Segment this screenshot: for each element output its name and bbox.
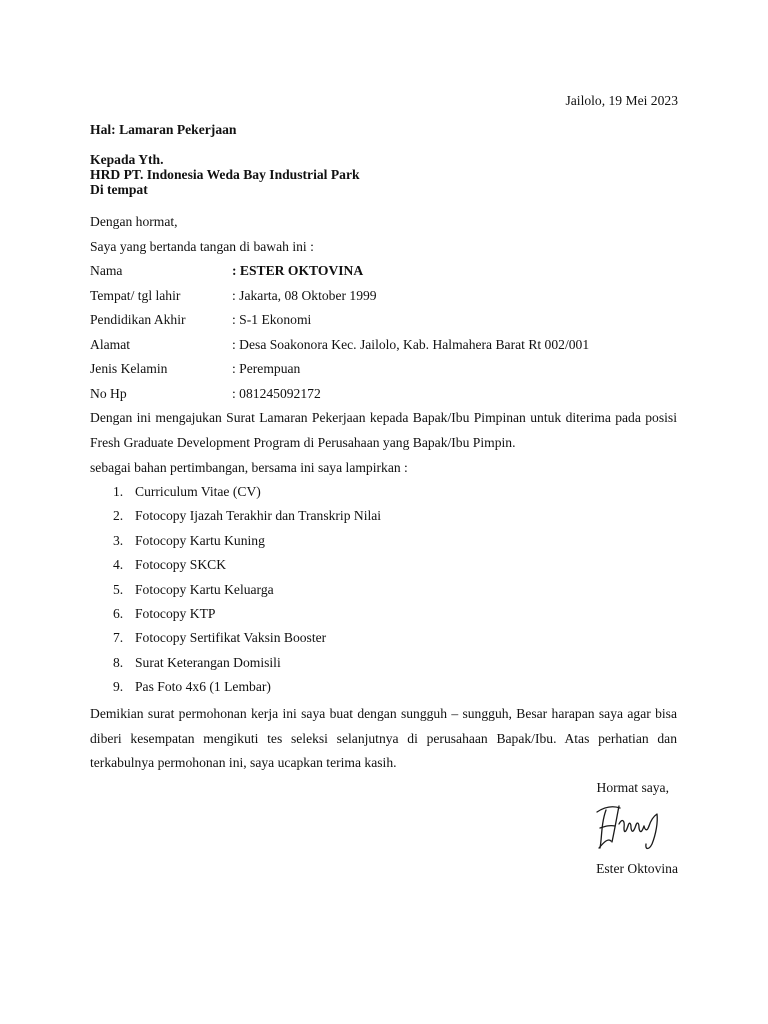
field-label-education: Pendidikan Akhir <box>90 312 186 327</box>
attachment-number: 3. <box>113 533 124 548</box>
attachment-number: 1. <box>113 484 124 499</box>
closing-salutation: Hormat saya, <box>596 780 669 795</box>
attachment-item: Curriculum Vitae (CV) <box>135 484 261 499</box>
field-label-birth: Tempat/ tgl lahir <box>90 288 181 303</box>
field-value-birth: : Jakarta, 08 Oktober 1999 <box>232 288 377 303</box>
attachment-number: 5. <box>113 582 124 597</box>
attachment-number: 6. <box>113 606 124 621</box>
attachment-number: 7. <box>113 630 124 645</box>
recipient-line-1: Kepada Yth. <box>90 152 164 167</box>
recipient-line-3: Di tempat <box>90 182 148 197</box>
attachments-intro: sebagai bahan pertimbangan, bersama ini saya lampirkan : <box>90 460 408 475</box>
field-label-nama: Nama <box>90 263 123 278</box>
recipient-line-2: HRD PT. Indonesia Weda Bay Industrial Park <box>90 167 360 182</box>
field-label-gender: Jenis Kelamin <box>90 361 168 376</box>
attachment-number: 2. <box>113 508 124 523</box>
attachment-item: Fotocopy Kartu Keluarga <box>135 582 274 597</box>
attachment-number: 4. <box>113 557 124 572</box>
field-label-address: Alamat <box>90 337 131 352</box>
field-label-phone: No Hp <box>90 386 127 401</box>
place-date: Jailolo, 19 Mei 2023 <box>565 93 678 108</box>
body-paragraph: Dengan ini mengajukan Surat Lamaran Pekerjaan kepada Bapak/Ibu Pimpinan untuk diterima pada posisi Fresh Graduate Development Program di Perusahaan yang Bapak/Ibu Pimpin. <box>90 410 677 450</box>
attachment-item: Fotocopy KTP <box>135 606 216 621</box>
attachment-number: 8. <box>113 655 124 670</box>
intro-line: Saya yang bertanda tangan di bawah ini : <box>90 239 314 254</box>
closing-paragraph: Demikian surat permohonan kerja ini saya buat dengan sungguh – sungguh, Besar harapan saya agar bisa diberi kesempatan mengikuti tes seleksi selanjutnya di perusahaan Bapak/Ibu. Atas perhatian dan terkabulnya permohonan ini, saya ucapkan terima kasih. <box>90 706 677 770</box>
field-value-address: : Desa Soakonora Kec. Jailolo, Kab. Halmahera Barat Rt 002/001 <box>232 337 590 352</box>
signer-name: Ester Oktovina <box>596 861 678 876</box>
handwritten-signature <box>594 798 666 854</box>
greeting: Dengan hormat, <box>90 214 178 229</box>
attachment-item: Fotocopy SKCK <box>135 557 227 572</box>
attachment-item: Surat Keterangan Domisili <box>135 655 281 670</box>
attachment-item: Fotocopy Kartu Kuning <box>135 533 265 548</box>
letter-subject: Hal: Lamaran Pekerjaan <box>90 122 237 137</box>
attachment-number: 9. <box>113 679 124 694</box>
attachment-item: Pas Foto 4x6 (1 Lembar) <box>135 679 271 694</box>
field-value-phone: : 081245092172 <box>232 386 321 401</box>
attachment-item: Fotocopy Ijazah Terakhir dan Transkrip Nilai <box>135 508 382 523</box>
field-value-nama: : ESTER OKTOVINA <box>232 263 364 278</box>
field-value-gender: : Perempuan <box>232 361 301 376</box>
attachment-item: Fotocopy Sertifikat Vaksin Booster <box>135 630 327 645</box>
field-value-education: : S-1 Ekonomi <box>232 312 312 327</box>
